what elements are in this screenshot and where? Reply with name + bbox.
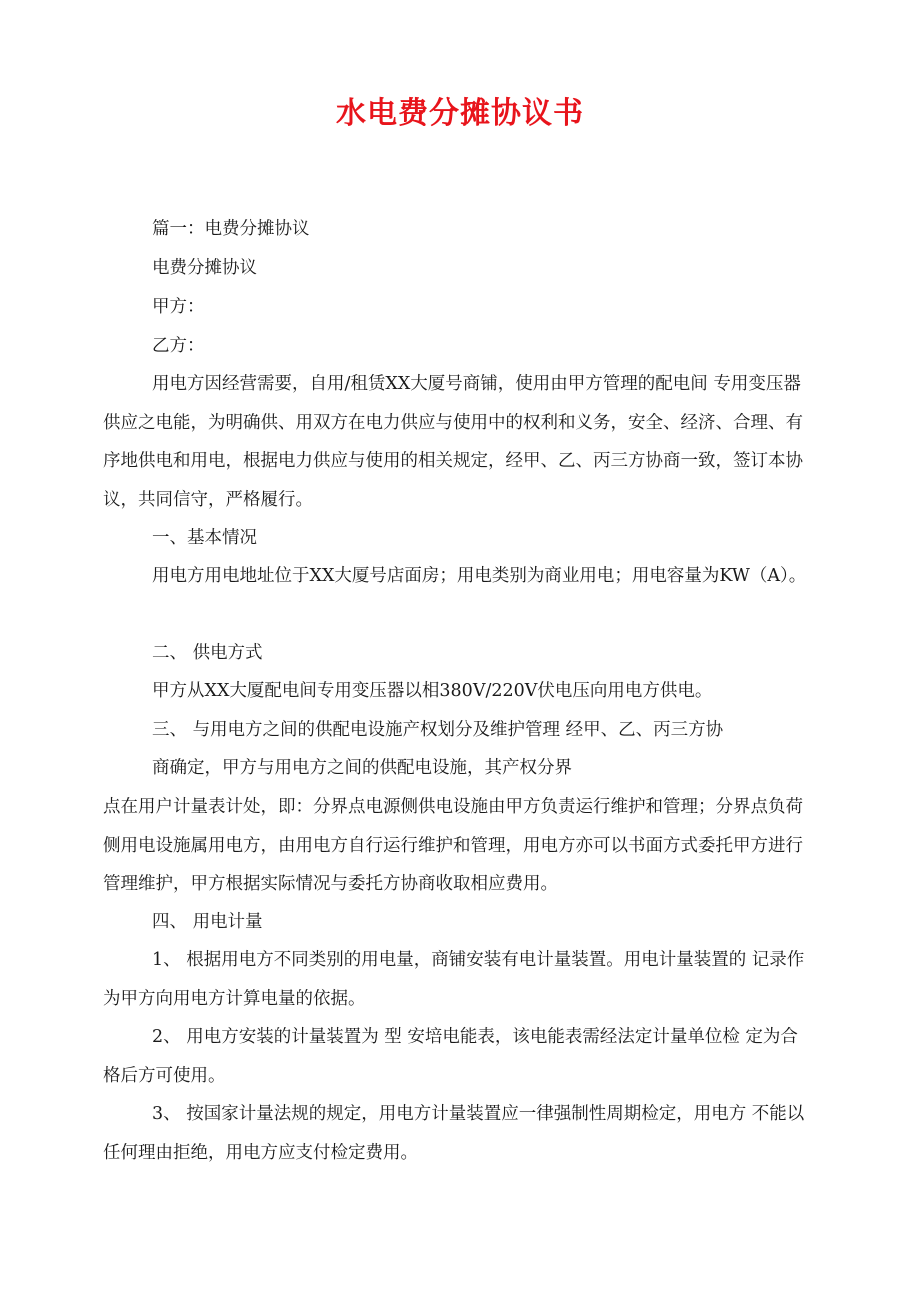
preamble-paragraph: 用电方因经营需要，自用/租赁XX大厦号商铺，使用由甲方管理的配电间 专用变压器供应之电能，为明确供、用双方在电力供应与使用中的权利和义务，安全、经济、合理、有序地供电和用电，根据电力供应与使用的相关规定，经甲、乙、丙三方协商一致，签订本协议，共同信守，严格履行。 bbox=[103, 374, 803, 510]
party-b-field: 乙方： bbox=[152, 336, 205, 356]
document-title: 水电费分摊协议书 bbox=[336, 96, 584, 131]
metering-item-3: 3、 按国家计量法规的规定，用电方计量装置应一律强制性周期检定，用电方 不能以任何理由拒绝，用电方应支付检定费用。 bbox=[103, 1104, 805, 1163]
basic-info-paragraph: 用电方用电地址位于XX大厦号店面房；用电类别为商业用电；用电容量为KW（A）。 bbox=[152, 566, 807, 586]
metering-item-1: 1、 根据用电方不同类别的用电量，商铺安装有电计量装置。用电计量装置的 记录作为甲方向用电方计算电量的依据。 bbox=[103, 950, 805, 1009]
section-heading-basic-info: 一、基本情况 bbox=[152, 528, 257, 548]
party-a-field: 甲方： bbox=[152, 297, 205, 317]
section-heading-supply-method: 二、 供电方式 bbox=[152, 643, 263, 663]
ownership-paragraph: 点在用户计量表计处，即：分界点电源侧供电设施由甲方负责运行维护和管理；分界点负荷侧用电设施属用电方，由用电方自行运行维护和管理，用电方亦可以书面方式委托甲方进行管理维护，甲方根据实际情况与委托方协商收取相应费用。 bbox=[103, 797, 803, 894]
ownership-continuation: 商确定，甲方与用电方之间的供配电设施，其产权分界 bbox=[152, 758, 572, 778]
section-heading-metering: 四、 用电计量 bbox=[152, 912, 263, 932]
supply-method-paragraph: 甲方从XX大厦配电间专用变压器以相380V/220V伏电压向用电方供电。 bbox=[152, 681, 713, 701]
section-heading-ownership: 三、 与用电方之间的供配电设施产权划分及维护管理 经甲、乙、丙三方协 bbox=[152, 720, 724, 740]
section-heading-part-one: 篇一：电费分摊协议 bbox=[152, 219, 310, 239]
metering-item-2: 2、 用电方安装的计量装置为 型 安培电能表，该电能表需经法定计量单位检 定为合格后方可使用。 bbox=[103, 1027, 798, 1086]
agreement-subtitle: 电费分摊协议 bbox=[152, 258, 257, 278]
